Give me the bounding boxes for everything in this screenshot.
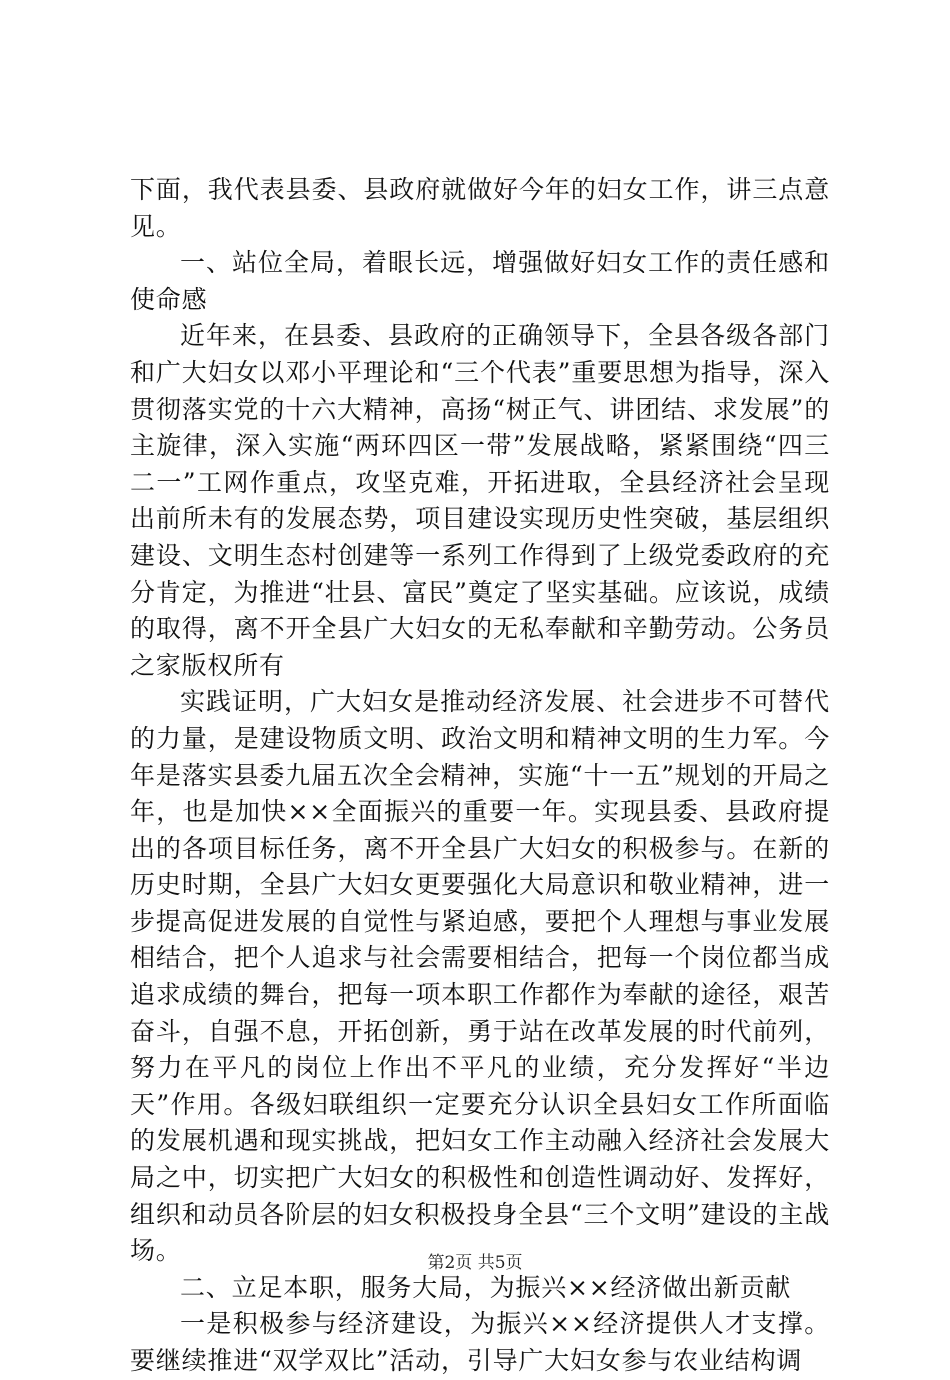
paragraph-economic-participation: 一是积极参与经济建设，为振兴××经济提供人才支撑。要继续推进“双学双比”活动，引导广大妇女参与农业结构调 bbox=[130, 1309, 830, 1375]
section-heading-2: 二、立足本职，服务大局，为振兴××经济做出新贡献 bbox=[180, 1272, 792, 1302]
document-body bbox=[130, 172, 830, 1380]
section-heading-1: 一、站位全局，着眼长远，增强做好妇女工作的责任感和使命感 bbox=[130, 248, 830, 314]
page-footer: 第2页 共5页 bbox=[427, 1253, 523, 1273]
paragraph-practice: 实践证明，广大妇女是推动经济发展、社会进步不可替代的力量，是建设物质文明、政治文明和精神文明的生力军。今年是落实县委九届五次全会精神，实施“十一五”规划的开局之年，也是加快××全面振兴的重要一年。实现县委、县政府提出的各项目标任务，离不开全县广大妇女的积极参与。在新的历史时期，全县广大妇女更要强化大局意识和敬业精神，进一步提高促进发展的自觉性与紧迫感，要把个人理想与事业发展相结合，把个人追求与社会需要相结合，把每一个岗位都当成追求成绩的舞台，把每一项本职工作都作为奉献的途径，艰苦奋斗，自强不息，开拓创新，勇于站在改革发展的时代前列，努力在平凡的岗位上作出不平凡的业绩，充分发挥好“半边天”作用。各级妇联组织一定要充分认识全县妇女工作所面临的发展机遇和现实挑战，把妇女工作主动融入经济社会发展大局之中，切实把广大妇女的积极性和创造性调动好、发挥好，组织和动员各阶层的妇女积极投身全县“三个文明”建设的主战场。 bbox=[130, 687, 830, 1266]
paragraph-intro: 下面，我代表县委、县政府就做好今年的妇女工作，讲三点意见。 bbox=[130, 175, 830, 241]
paragraph-achievements: 近年来，在县委、县政府的正确领导下，全县各级各部门和广大妇女以邓小平理论和“三个代表”重要思想为指导，深入贯彻落实党的十六大精神，高扬“树正气、讲团结、求发展”的主旋律，深入实施“两环四区一带”发展战略，紧紧围绕“四三二一”工网作重点，攻坚克难，开拓进取，全县经济社会呈现出前所未有的发展态势，项目建设实现历史性突破，基层组织建设、文明生态村创建等一系列工作得到了上级党委政府的充分肯定，为推进“壮县、富民”奠定了坚实基础。应该说，成绩的取得，离不开全县广大妇女的无私奉献和辛勤劳动。公务员之家版权所有 bbox=[130, 321, 830, 680]
